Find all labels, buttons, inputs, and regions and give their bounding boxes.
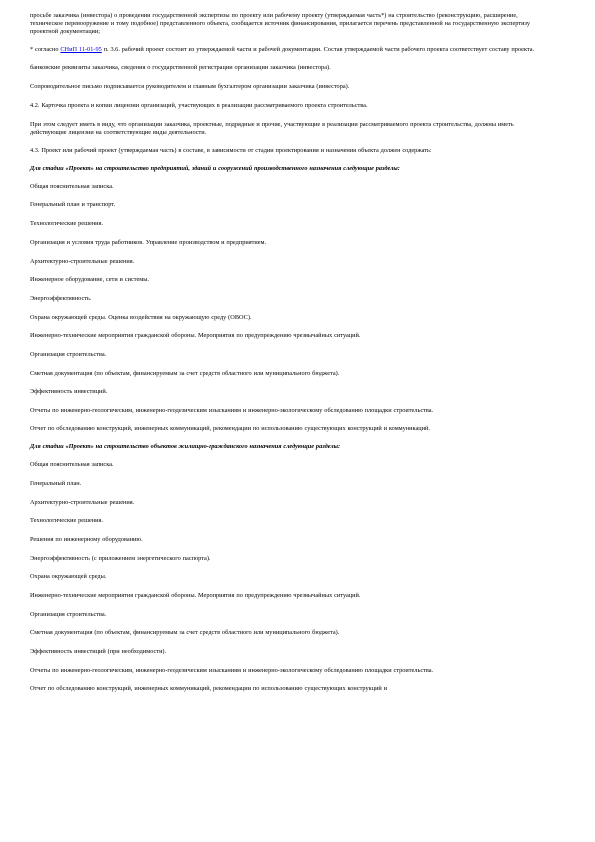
list-item: Инженерное оборудование, сети и системы.	[30, 276, 150, 284]
list-item: Организация строительства.	[30, 351, 107, 359]
footnote-prefix: * согласно	[30, 46, 61, 54]
paragraph-footnote	[30, 46, 545, 54]
list-item: Архитектурно-строительные решения.	[30, 257, 135, 265]
list-item: Энергоэффективность.	[30, 294, 92, 302]
list-item: Отчет по обследованию конструкций, инженерных коммуникаций, рекомендации по использованию существующих конструкций и	[30, 684, 388, 692]
list-item: Генеральный план и транспорт.	[30, 201, 116, 209]
list-item: Организация строительства.	[30, 610, 107, 618]
list-industrial-sections	[30, 183, 545, 434]
paragraph-expertise-request: просьбе заказчика (инвестора) о проведении государственной экспертизы по проекту или рабочему проекту (утверждаемая часть*) на строительство (реконструкцию, расширение, техническое перевооружение и тому подобное) представленного объекта, сообщается источник финансирования, прилагается перечень представленной на государственную экспертизу проектной документации;	[30, 12, 530, 36]
list-item: Общая пояснительная записка.	[30, 182, 114, 190]
paragraph-cover-letter: Сопроводительное письмо подписывается руководителем и главным бухгалтером организации заказчика (инвестора).	[30, 83, 350, 91]
list-item: Охрана окружающей среды. Оценка воздействия на окружающую среду (ОВОС).	[30, 313, 252, 321]
paragraph-licenses-note: При этом следует иметь в виду, что организации заказчика, проектные, подрядные и прочие, участвующие в реализации рассматриваемого проекта строительства, должны иметь действующие лицензии на соответствующие виды деятельности.	[30, 120, 514, 136]
list-item: Технологические решения.	[30, 220, 103, 228]
list-item: Эффективность инвестиций.	[30, 388, 108, 396]
list-item: Эффективность инвестиций (при необходимости).	[30, 648, 167, 656]
paragraph-section-4-2: 4.2. Карточка проекта и копии лицензии организаций, участвующих в реализации рассматриваемого проекта строительства.	[30, 101, 368, 109]
footnote-suffix: п. 3.6. рабочий проект состоит из утверждаемой части и рабочей документации. Состав утверждаемой части рабочего проекта соответствует составу проекта.	[101, 46, 535, 54]
list-residential-sections	[30, 461, 545, 693]
snip-link[interactable]: СНиП 11-01-95	[60, 46, 102, 54]
list-item: Сметная документация (по объектам, финансируемым за счет средств областного или муниципального бюджета).	[30, 369, 340, 377]
list-item: Архитектурно-строительные решения.	[30, 498, 135, 506]
heading-residential-sections: Для стадии «Проект» на строительство объектов жилищно-гражданского назначения следующие разделы:	[30, 443, 341, 451]
list-item: Решения по инженерному оборудованию.	[30, 535, 143, 543]
paragraph-bank-details: банковские реквизиты заказчика, сведения о государственной регистрации организации заказчика (инвестора).	[30, 64, 331, 72]
list-item: Сметная документация (по объектам, финансируемым за счет средств областного или муниципального бюджета).	[30, 629, 340, 637]
paragraph-section-4-3: 4.3. Проект или рабочий проект (утверждаемая часть) в составе, в зависимости от стадии проектирования и назначения объекта должен содержать:	[30, 146, 432, 154]
list-item: Охрана окружающей среды.	[30, 573, 107, 581]
list-item: Генеральный план.	[30, 479, 82, 487]
list-item: Отчет по обследованию конструкций, инженерных коммуникаций, рекомендации по использованию существующих конструкций и коммуникаций.	[30, 425, 430, 433]
list-item: Общая пояснительная записка.	[30, 461, 114, 469]
list-item: Инженерно-технические мероприятия гражданской обороны. Мероприятия по предупреждению чрезвычайных ситуаций.	[30, 592, 361, 600]
list-item: Отчеты по инженерно-геологическим, инженерно-геодезическим изысканиям и инженерно-экологическому обследованию площадки строительства.	[30, 666, 434, 674]
list-item: Инженерно-технические мероприятия гражданской обороны. Мероприятия по предупреждению чрезвычайных ситуаций.	[30, 332, 361, 340]
list-item: Организация и условия труда работников. Управление производством и предприятием.	[30, 238, 267, 246]
list-item: Технологические решения.	[30, 517, 103, 525]
list-item: Энергоэффективность (с приложением энергетического паспорта).	[30, 554, 211, 562]
list-item: Отчеты по инженерно-геологическим, инженерно-геодезическим изысканиям и инженерно-экологическому обследованию площадки строительства.	[30, 407, 434, 415]
heading-industrial-sections: Для стадии «Проект» на строительство предприятий, зданий и сооружений производственного назначения следующие разделы:	[30, 164, 400, 172]
